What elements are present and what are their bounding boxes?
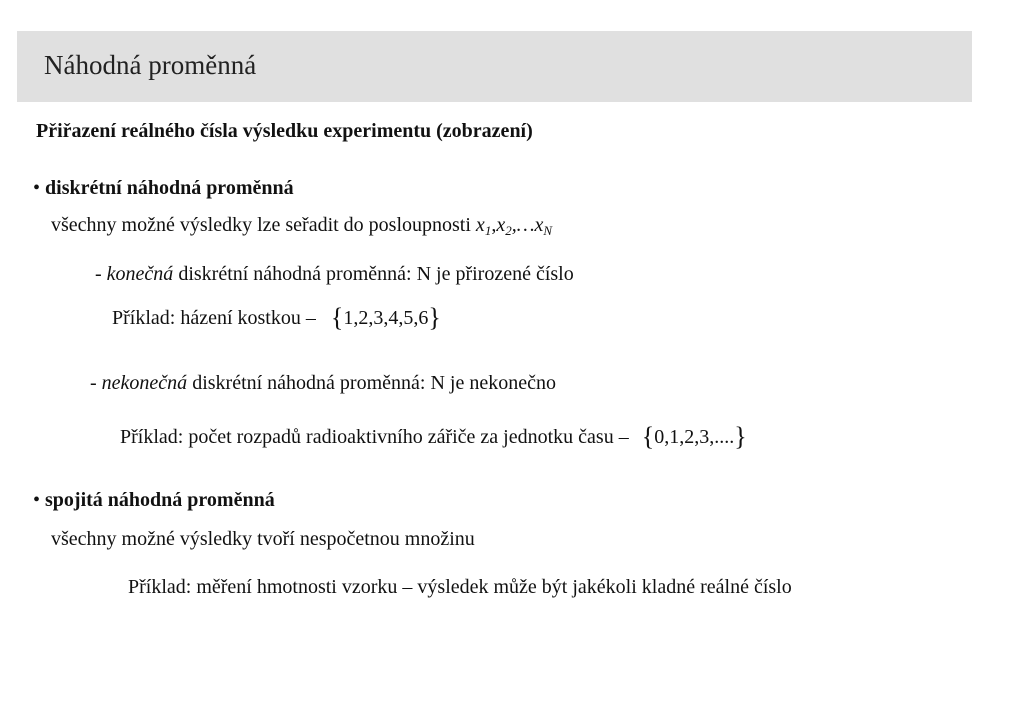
finite-set: {1,2,3,4,5,6} (330, 303, 441, 332)
discrete-description: všechny možné výsledky lze seřadit do posloupnosti (51, 214, 471, 236)
infinite-term: nekonečná (101, 372, 188, 394)
finite-example-line (112, 301, 441, 331)
discrete-description-line (51, 214, 552, 237)
continuous-description: všechny možné výsledky tvoří nespočetnou množinu (51, 528, 475, 550)
slide-title: Náhodná proměnná (44, 50, 257, 80)
discrete-heading-line (33, 177, 294, 200)
infinite-set: {0,1,2,3,....} (641, 422, 747, 451)
continuous-heading: spojitá náhodná proměnná (45, 489, 275, 511)
infinite-line (90, 372, 556, 395)
finite-term: konečná (106, 263, 174, 285)
infinite-dash: - (90, 372, 97, 394)
infinite-rest: diskrétní náhodná proměnná: N je nekonečno (192, 372, 556, 394)
continuous-example: Příklad: měření hmotnosti vzorku – výsledek může být jakékoli kladné reálné číslo (128, 576, 792, 598)
bullet: • (33, 489, 41, 511)
infinite-example: Příklad: počet rozpadů radioaktivního zářiče za jednotku času – (120, 426, 629, 448)
discrete-heading: diskrétní náhodná proměnná (45, 177, 294, 199)
finite-rest: diskrétní náhodná proměnná: N je přirozené číslo (178, 263, 574, 285)
infinite-example-line (120, 420, 747, 450)
sequence-formula: $x_1,x_2,\dots x_N$ (475, 214, 553, 238)
finite-dash: - (95, 263, 102, 285)
title-bar (17, 31, 972, 102)
slide-subtitle: Přiřazení reálného čísla výsledku experimentu (zobrazení) (36, 120, 533, 142)
bullet: • (33, 177, 41, 199)
finite-example: Příklad: házení kostkou – (112, 307, 316, 329)
continuous-heading-line (33, 489, 275, 512)
finite-line (95, 263, 574, 286)
